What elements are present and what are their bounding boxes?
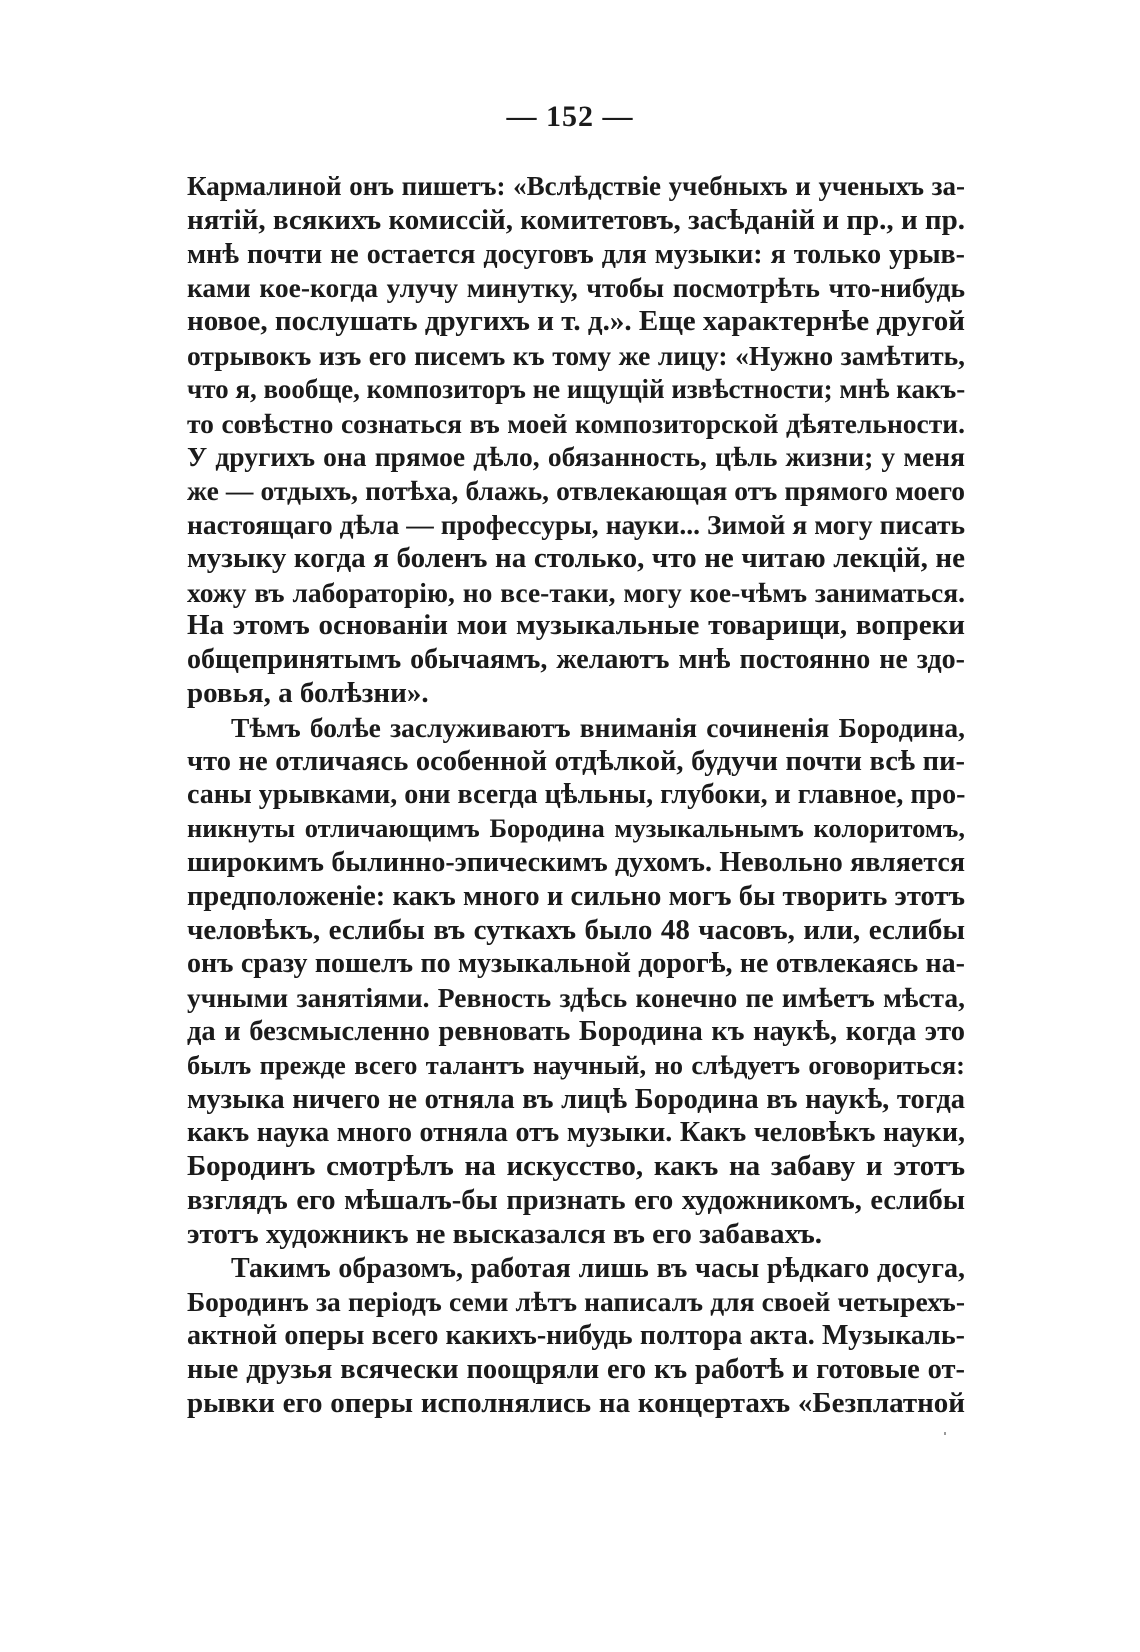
text-line: На этомъ основаніи мои музыкальные товарищи, вопреки (187, 609, 965, 642)
text-line: человѣкъ, еслибы въ суткахъ было 48 часовъ, или, еслибы (187, 913, 965, 946)
text-line: широкимъ былинно-эпическимъ духомъ. Невольно является (187, 846, 965, 878)
text-line: предположеніе: какъ много и сильно могъ бы творить этотъ (187, 880, 965, 912)
text-line: Бородинъ за періодъ семи лѣтъ написалъ для своей четырехъ- (187, 1286, 965, 1318)
text-line: что я, вообще, композиторъ не ищущій извѣстности; мнѣ какъ- (187, 373, 966, 404)
text-line: музыку когда я боленъ на столько, что не читаю лекцій, не (187, 541, 965, 574)
text-line: учными занятіями. Ревность здѣсь конечно пе имѣетъ мѣста, (187, 982, 965, 1014)
text-line: Бородинъ смотрѣлъ на искусство, какъ на забаву и этотъ (187, 1150, 965, 1183)
text-line: рывки его оперы исполнялись на концертахъ «Безплатной (187, 1386, 965, 1419)
page-number: — 152 — (506, 100, 634, 133)
text-line: саны урывками, они всегда цѣльны, глубоки, и главное, про- (187, 779, 966, 811)
text-line: хожу въ лабораторію, но все-таки, могу кое-чѣмъ заниматься. (187, 576, 965, 608)
text-line: то совѣстно сознаться въ моей композиторской дѣятельности. (187, 407, 965, 439)
text-line: общепринятымъ обычаямъ, желаютъ мнѣ постоянно не здо- (187, 644, 965, 676)
text-line: актной оперы всего какихъ-нибудь полтора акта. Музыкаль- (187, 1320, 965, 1352)
text-line: мнѣ почти не остается досуговъ для музыки: я только урыв- (187, 238, 965, 270)
text-line: новое, послушать другихъ и т. д.». Еще характернѣе другой (187, 305, 965, 338)
text-line: Кармалиной онъ пишетъ: «Вслѣдствіе учебныхъ и ученыхъ за- (187, 171, 965, 201)
body-text (187, 170, 965, 1420)
text-line: Такимъ образомъ, работая лишь въ часы рѣдкаго досуга, (231, 1252, 965, 1284)
text-line: настоящаго дѣла — профессуры, науки... Зимой я могу писать (187, 508, 965, 540)
text-line: да и безсмысленно ревновать Бородина къ наукѣ, когда это (187, 1015, 965, 1047)
scan-speck (944, 1432, 946, 1435)
text-line: музыка ничего не отняла въ лицѣ Бородина въ наукѣ, тогда (187, 1083, 965, 1115)
text-line: былъ прежде всего талантъ научный, но слѣдуетъ оговориться: (187, 1049, 965, 1080)
text-line: этотъ художникъ не высказался въ его забавахъ. (187, 1217, 823, 1250)
text-line: какъ наука много отняла отъ музыки. Какъ человѣкъ науки, (187, 1117, 965, 1149)
text-line: ные друзья всячески поощряли его къ работѣ и готовые от- (187, 1353, 965, 1385)
text-line: нятій, всякихъ комиссій, комитетовъ, засѣданій и пр., и пр. (187, 203, 965, 236)
text-line: ровья, а болѣзни». (187, 676, 429, 709)
text-line: же — отдыхъ, потѣха, блажь, отвлекающая отъ прямого моего (187, 475, 965, 507)
text-line: что не отличаясь особенной отдѣлкой, будучи почти всѣ пи- (187, 745, 965, 777)
text-line: отрывокъ изъ его писемъ къ тому же лицу: «Нужно замѣтить, (187, 339, 965, 371)
text-line: ками кое-когда улучу минутку, чтобы посмотрѣть что-нибудь (187, 272, 965, 304)
text-line: онъ сразу пошелъ по музыкальной дорогѣ, не отвлекаясь на- (187, 948, 965, 980)
text-line: Тѣмъ болѣе заслуживаютъ вниманія сочиненія Бородина, (231, 711, 965, 743)
text-line: У другихъ она прямое дѣло, обязанность, цѣль жизни; у меня (187, 441, 965, 473)
text-line: никнуты отличающимъ Бородина музыкальнымъ колоритомъ, (187, 813, 965, 844)
text-line: взглядъ его мѣшалъ-бы признать его художникомъ, еслибы (187, 1184, 965, 1216)
